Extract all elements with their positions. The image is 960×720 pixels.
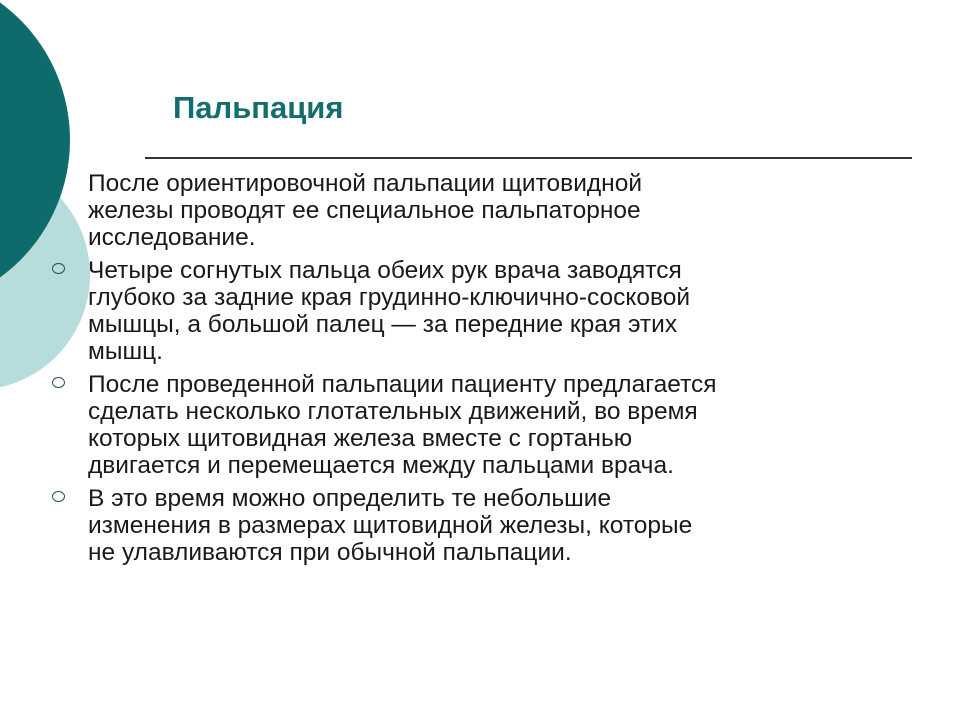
bullet-line: не улавливаются при обычной пальпации. (88, 539, 572, 566)
bullet-line: сделать несколько глотательных движений, во время (88, 398, 698, 425)
bullet-line: которых щитовидная железа вместе с гортанью (88, 425, 633, 452)
title-divider (145, 157, 912, 159)
bullet-item (48, 257, 908, 365)
bullet-line: мышцы, а большой палец — за передние края этих (88, 311, 678, 338)
bullet-line: изменения в размерах щитовидной железы, которые (88, 512, 693, 539)
bullet-line: После проведенной пальпации пациенту предлагается (88, 371, 717, 398)
bullet-line: исследование. (88, 224, 256, 251)
bullet-icon (52, 377, 65, 388)
bullet-icon (52, 491, 65, 502)
bullet-item (48, 371, 908, 479)
bullet-item (48, 485, 908, 566)
slide-title: Пальпация (173, 90, 344, 125)
bullet-line: глубоко за задние края грудинно-ключично-сосковой (88, 284, 691, 311)
bullet-line: После ориентировочной пальпации щитовидной (88, 170, 643, 197)
bullet-item (48, 170, 908, 251)
bullet-list (48, 170, 908, 572)
bullet-line: мышц. (88, 338, 163, 365)
bullet-line: железы проводят ее специальное пальпаторное (88, 197, 641, 224)
bullet-line: двигается и перемещается между пальцами врача. (88, 452, 674, 479)
bullet-line: В это время можно определить те небольшие (88, 485, 612, 512)
bullet-icon (52, 263, 65, 274)
bullet-line: Четыре согнутых пальца обеих рук врача заводятся (88, 257, 682, 284)
